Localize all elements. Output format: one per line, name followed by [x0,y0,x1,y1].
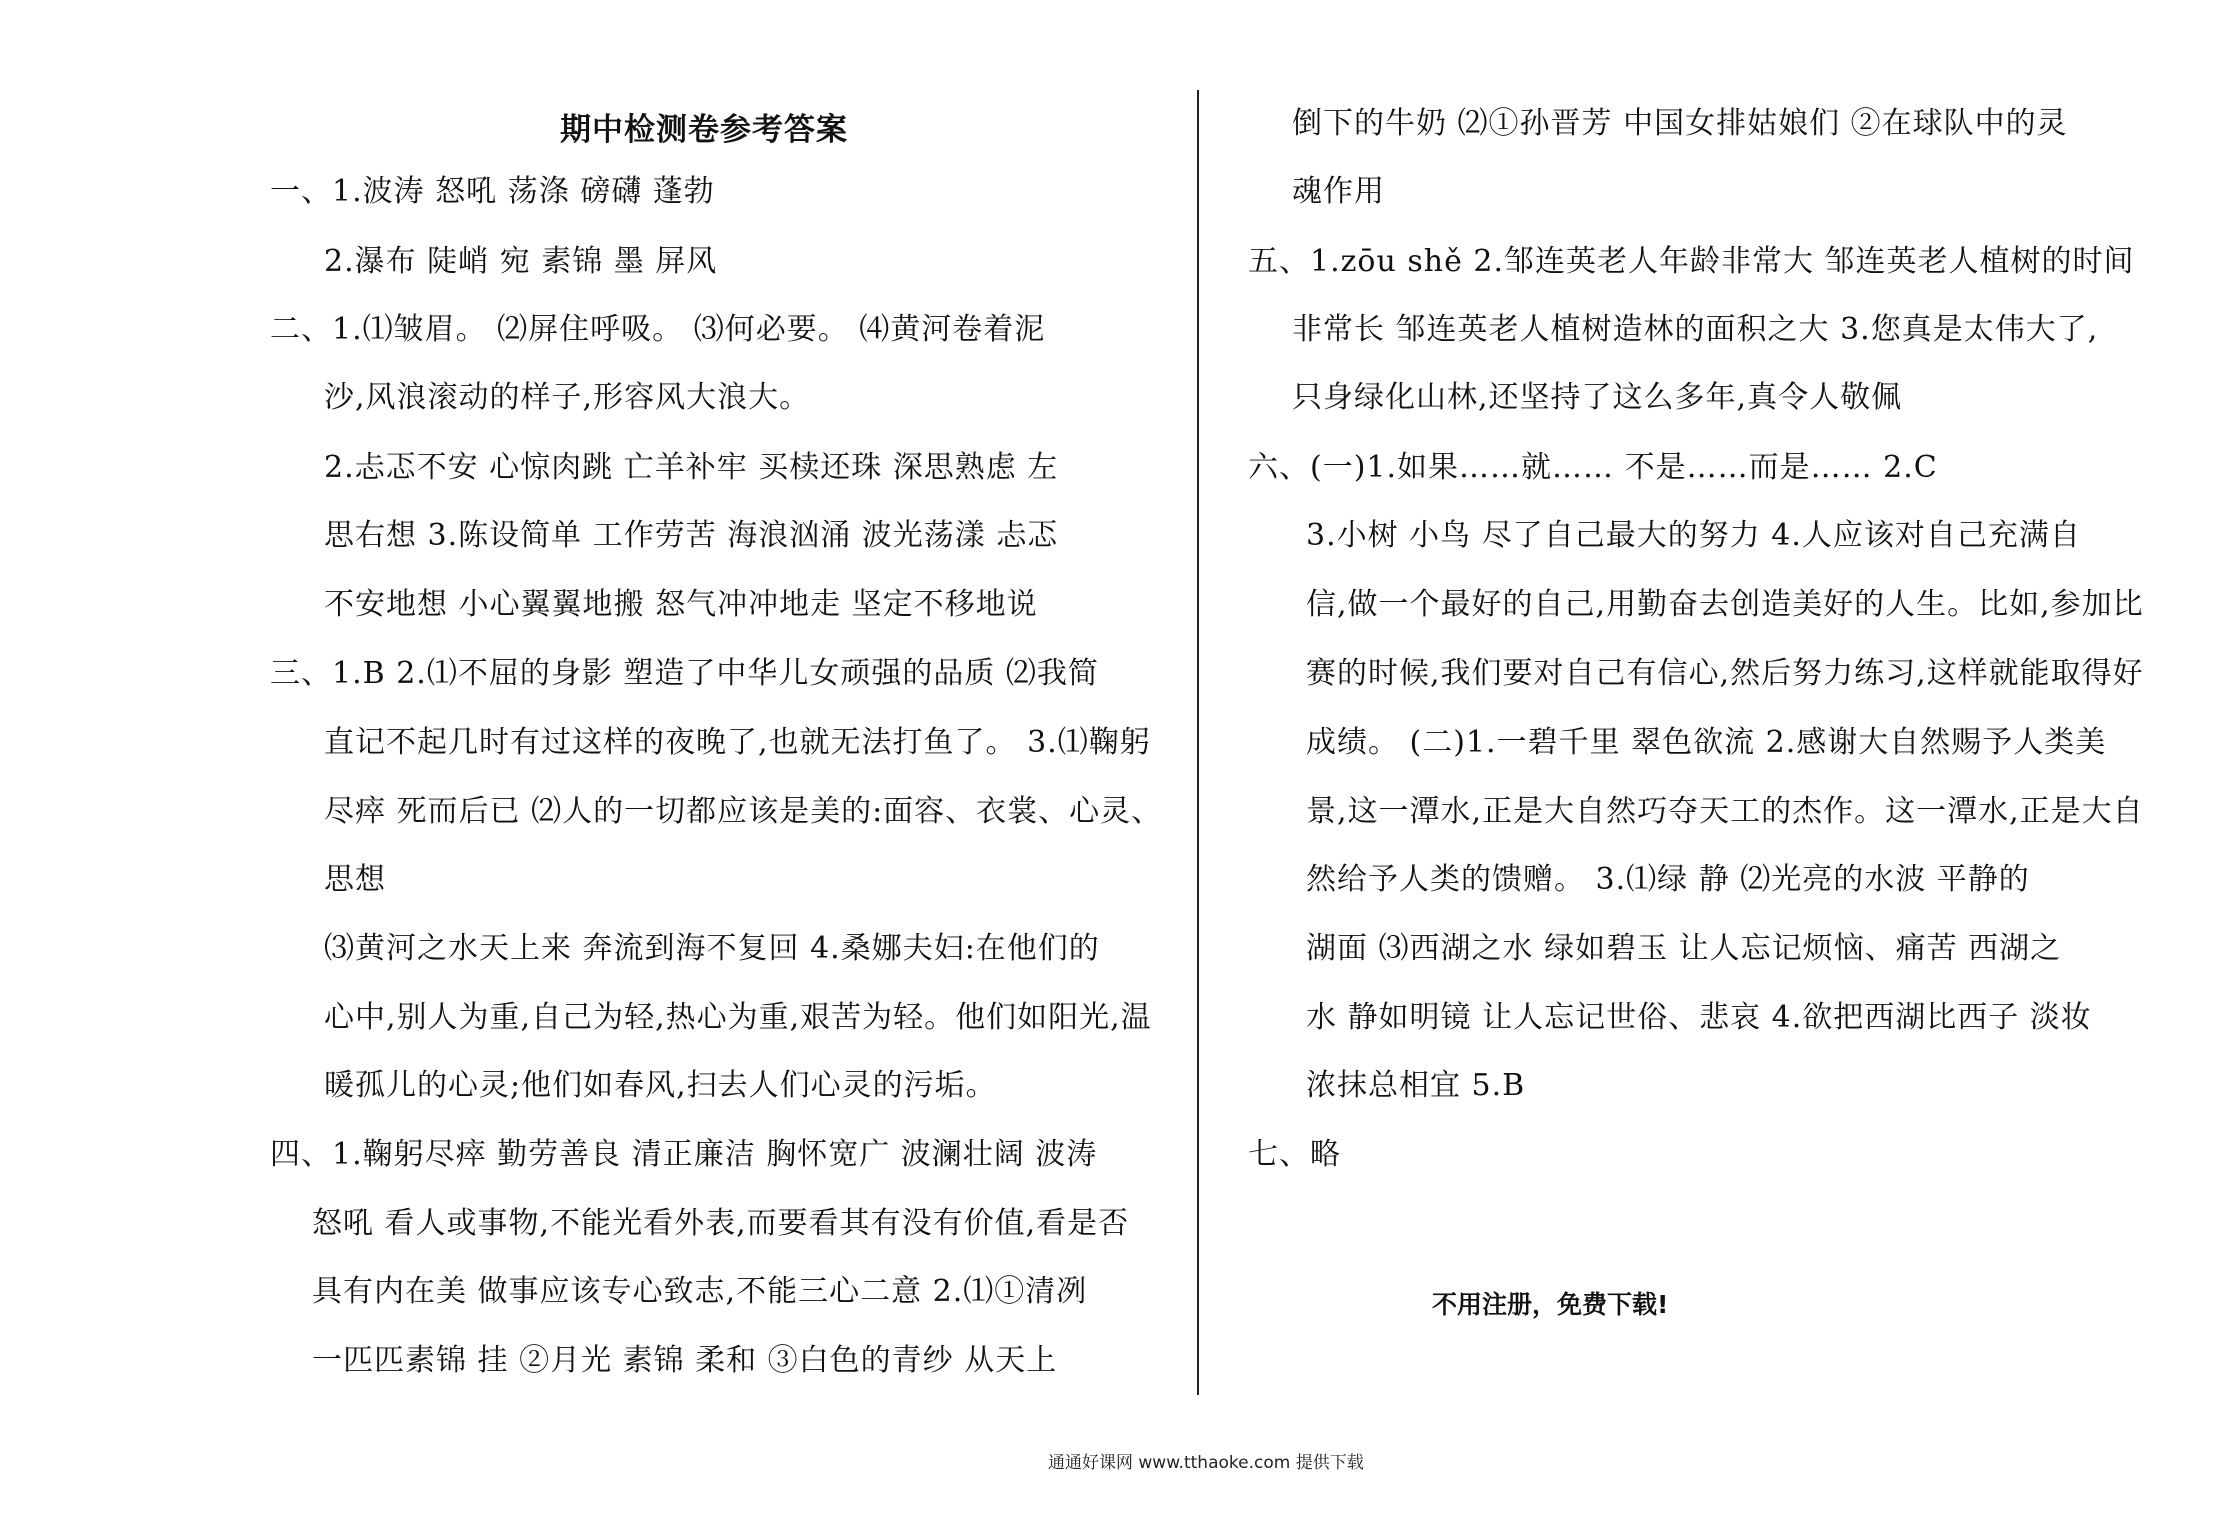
left-line: 直记不起几时有过这样的夜晚了,也就无法打鱼了。 3.⑴鞠躬 [324,725,1151,760]
right-line: 六、(一)1.如果……就…… 不是……而是…… 2.C [1248,450,1938,485]
left-line: 具有内在美 做事应该专心致志,不能三心二意 2.⑴①清冽 [312,1274,1088,1309]
page-title: 期中检测卷参考答案 [560,112,848,148]
right-line: 信,做一个最好的自己,用勤奋去创造美好的人生。比如,参加比 [1306,587,2144,622]
left-line: 一、1.波涛 怒吼 荡涤 磅礴 蓬勃 [270,174,715,209]
footer-source: 通通好课网 www.tthaoke.com 提供下载 [1048,1453,1364,1473]
right-line: 只身绿化山林,还坚持了这么多年,真令人敬佩 [1292,380,1903,415]
right-line: 七、略 [1248,1137,1341,1172]
left-line: 思想 [324,862,386,897]
right-line: 非常长 邹连英老人植树造林的面积之大 3.您真是太伟大了, [1292,312,2099,347]
left-line: 一匹匹素锦 挂 ②月光 素锦 柔和 ③白色的青纱 从天上 [312,1343,1058,1378]
left-line: 2.忐忑不安 心惊肉跳 亡羊补牢 买椟还珠 深思熟虑 左 [324,450,1059,485]
right-line: 3.小树 小鸟 尽了自己最大的努力 4.人应该对自己充满自 [1306,518,2081,553]
right-line: 水 静如明镜 让人忘记世俗、悲哀 4.欲把西湖比西子 淡妆 [1306,1000,2092,1035]
left-line: 思右想 3.陈设简单 工作劳苦 海浪汹涌 波光荡漾 忐忑 [324,518,1059,553]
right-line: 景,这一潭水,正是大自然巧夺天工的杰作。这一潭水,正是大自 [1306,794,2144,829]
right-line: 赛的时候,我们要对自己有信心,然后努力练习,这样就能取得好 [1306,656,2144,691]
right-line: 成绩。 (二)1.一碧千里 翠色欲流 2.感谢大自然赐予人类美 [1306,725,2107,760]
column-divider [1197,90,1199,1395]
left-line: 暖孤儿的心灵;他们如春风,扫去人们心灵的污垢。 [324,1068,997,1103]
right-line: 湖面 ⑶西湖之水 绿如碧玉 让人忘记烦恼、痛苦 西湖之 [1306,931,2062,966]
right-line: 倒下的牛奶 ⑵①孙晋芳 中国女排姑娘们 ②在球队中的灵 [1292,106,2068,141]
right-line: 魂作用 [1292,174,1385,209]
left-line: 心中,别人为重,自己为轻,热心为重,艰苦为轻。他们如阳光,温 [324,1000,1152,1035]
left-line: 尽瘁 死而后已 ⑵人的一切都应该是美的:面容、衣裳、心灵、 [324,794,1163,829]
left-line: 三、1.B 2.⑴不屈的身影 塑造了中华儿女顽强的品质 ⑵我简 [270,656,1099,691]
left-line: 2.瀑布 陡峭 宛 素锦 墨 屏风 [324,244,718,279]
right-line: 浓抹总相宜 5.B [1306,1068,1526,1103]
left-line: 怒吼 看人或事物,不能光看外表,而要看其有没有价值,看是否 [312,1206,1130,1241]
left-line: 二、1.⑴皱眉。 ⑵屏住呼吸。 ⑶何必要。 ⑷黄河卷着泥 [270,312,1046,347]
download-notice: 不用注册，免费下载! [1432,1290,1669,1319]
right-line: 五、1.zōu shě 2.邹连英老人年龄非常大 邹连英老人植树的时间 [1248,244,2135,279]
left-line: 沙,风浪滚动的样子,形容风大浪大。 [324,380,811,415]
left-line: ⑶黄河之水天上来 奔流到海不复回 4.桑娜夫妇:在他们的 [324,931,1100,966]
right-line: 然给予人类的馈赠。 3.⑴绿 静 ⑵光亮的水波 平静的 [1306,862,2030,897]
left-line: 不安地想 小心翼翼地搬 怒气冲冲地走 坚定不移地说 [324,587,1038,622]
left-line: 四、1.鞠躬尽瘁 勤劳善良 清正廉洁 胸怀宽广 波澜壮阔 波涛 [270,1137,1098,1172]
